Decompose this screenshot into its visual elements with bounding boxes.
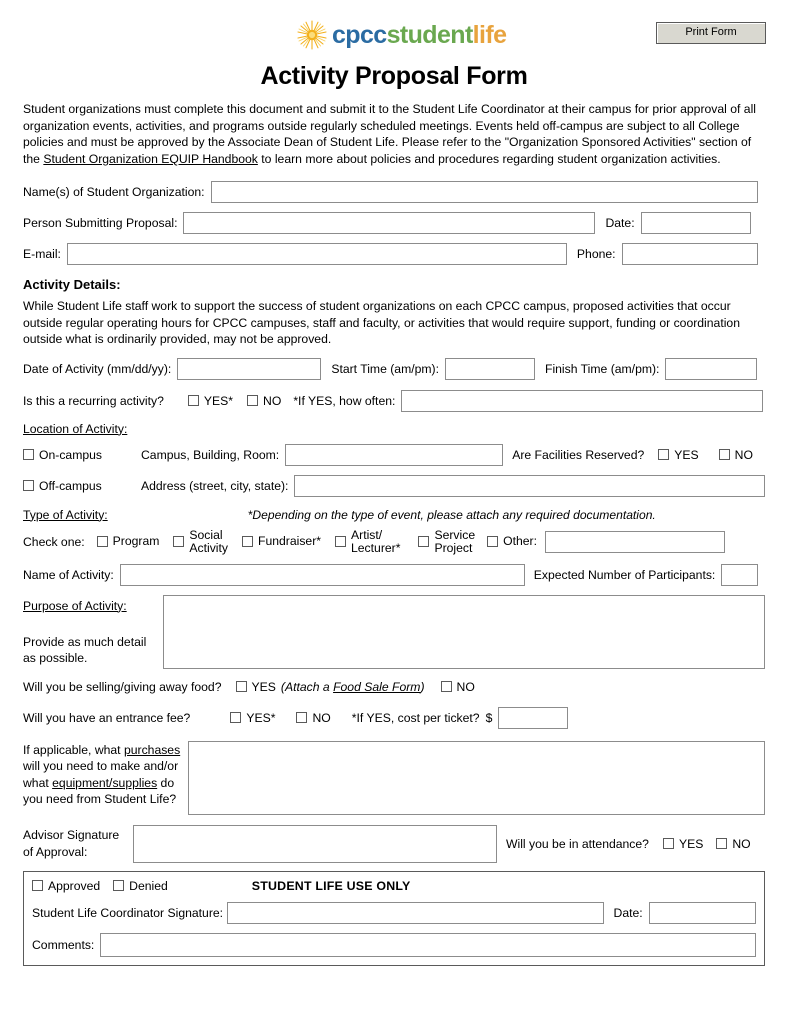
print-form-button[interactable]: Print Form [656,22,766,44]
on-campus-group[interactable] [23,448,141,462]
person-submitting-row [23,212,765,234]
entrance-fee-label: Will you have an entrance fee? [23,710,191,725]
purchases-line3-before: what [23,775,53,790]
off-campus-checkbox[interactable] [23,480,34,491]
recurring-no-group[interactable] [247,394,281,408]
recurring-yes-group[interactable] [188,394,233,408]
org-name-row [23,181,765,203]
purchases-line4: you need from Student Life? [23,792,177,807]
purchases-line1-before: If applicable, what [23,742,124,757]
food-note-after: ) [420,679,425,694]
on-campus-row [23,444,765,466]
service-project-label-line1: Service [434,527,476,542]
student-life-use-only-title: STUDENT LIFE USE ONLY [251,878,411,893]
off-campus-label: Off-campus [39,478,102,493]
start-time-label: Start Time (am/pm): [331,361,439,376]
purchases-textarea[interactable] [188,741,765,815]
sunburst-icon [297,20,327,50]
equipment-supplies-keyword: equipment/supplies [52,775,158,790]
start-time-input[interactable] [445,358,535,380]
email-phone-row [23,243,765,265]
name-of-activity-input[interactable] [120,564,525,586]
social-activity-checkbox[interactable] [173,536,184,547]
approval-status-row [32,879,756,893]
campus-building-room-label: Campus, Building, Room: [141,447,280,462]
social-activity-label-line2: Activity [189,540,228,555]
off-campus-row [23,475,765,497]
participants-input[interactable] [721,564,758,586]
artist-lecturer-checkbox[interactable] [335,536,346,547]
facilities-yes-label: YES [674,447,699,462]
type-option-social-activity[interactable] [173,529,228,555]
participants-label: Expected Number of Participants: [533,567,716,582]
approved-checkbox[interactable] [32,880,43,891]
purpose-of-activity-textarea[interactable] [163,595,765,669]
advisor-signature-label-line2: of Approval: [23,844,88,859]
fundraiser-label: Fundraiser* [258,534,321,549]
phone-label: Phone: [576,247,616,262]
service-project-checkbox[interactable] [418,536,429,547]
logo-text-life: life [472,20,507,49]
coordinator-date-label: Date: [613,905,643,920]
purpose-hint-line1: Provide as much detail [23,634,147,649]
facilities-yes-checkbox[interactable] [658,449,669,460]
coordinator-signature-row [32,902,756,924]
finish-time-input[interactable] [665,358,757,380]
service-project-label-line2: Project [434,540,473,555]
food-note-before: (Attach a [280,679,334,694]
attendance-yes-checkbox[interactable] [663,838,674,849]
email-input[interactable] [67,243,567,265]
intro-text-after: to learn more about policies and procedures regarding student organization activities. [257,151,721,166]
name-of-activity-row [23,564,765,586]
recurring-activity-row [23,390,765,412]
activity-details-paragraph: While Student Life staff work to support the success of student organizations on each CPCC campus, proposed activities that occur outside regular operating hours for CPCC campuses, staff and faculty, or activities that would require support, funding or coordination outside what is ordinarily provided, may not be approved. [23,299,740,347]
intro-paragraph [23,101,765,167]
facilities-yes-group[interactable] [658,448,698,462]
activity-datetime-row [23,358,765,380]
program-checkbox[interactable] [97,536,108,547]
social-activity-label-line1: Social [189,527,223,542]
currency-symbol: $ [485,710,493,725]
artist-lecturer-label-line2: Lecturer* [351,540,401,555]
date-of-activity-label: Date of Activity (mm/dd/yy): [23,361,172,376]
person-submitting-label: Person Submitting Proposal: [23,216,178,231]
recurring-yes-checkbox[interactable] [188,395,199,406]
name-of-activity-label: Name of Activity: [23,567,114,582]
entrance-fee-no-label: NO [312,710,331,725]
entrance-fee-yes-group[interactable] [230,711,275,725]
type-of-activity-header-row [23,508,765,522]
other-input[interactable] [545,531,725,553]
food-yes-group[interactable] [236,680,276,694]
advisor-signature-row [23,825,765,863]
food-sale-form-link[interactable]: Food Sale Form [333,679,421,694]
food-no-group[interactable] [441,680,475,694]
facilities-reserved-label: Are Facilities Reserved? [512,447,645,462]
attendance-yes-group[interactable] [663,837,703,851]
logo-text-cpcc: cpcc [332,20,387,49]
date-label: Date: [605,216,635,231]
facilities-no-label: NO [734,447,753,462]
approved-label: Approved [48,878,101,893]
email-label: E-mail: [23,247,61,262]
address-label: Address (street, city, state): [141,478,289,493]
advisor-signature-input[interactable] [133,825,497,863]
entrance-fee-yes-label: YES* [246,710,276,725]
food-no-checkbox[interactable] [441,681,452,692]
comments-input[interactable] [100,933,756,957]
how-often-label: *If YES, how often: [293,393,396,408]
student-life-use-only-box [23,871,765,966]
entrance-fee-row [23,707,765,729]
food-yes-label: YES [251,679,276,694]
recurring-yes-label: YES* [203,393,234,408]
facilities-no-checkbox[interactable] [719,449,730,460]
purchases-keyword: purchases [123,742,181,757]
purchases-line2: will you need to make and/or [23,759,179,774]
attendance-label: Will you be in attendance? [506,836,649,851]
location-of-activity-heading: Location of Activity: [23,421,128,436]
type-of-activity-note: *Depending on the type of event, please attach any required documentation. [247,507,656,522]
denied-group[interactable] [113,879,168,893]
campus-building-room-input[interactable] [285,444,503,466]
type-option-other[interactable] [487,535,537,548]
service-project-label [434,529,475,555]
logo-text-student: student [386,20,473,49]
purpose-hint-line2: as possible. [23,651,88,666]
date-of-activity-input[interactable] [177,358,321,380]
food-yes-checkbox[interactable] [236,681,247,692]
cpcc-student-life-logo [297,18,506,52]
finish-time-label: Finish Time (am/pm): [545,361,660,376]
social-activity-label [189,529,228,555]
equip-handbook-link[interactable]: Student Organization EQUIP Handbook [43,151,258,166]
purchases-row [23,741,765,815]
facilities-no-group[interactable] [719,448,753,462]
fundraiser-checkbox[interactable] [242,536,253,547]
attendance-no-checkbox[interactable] [716,838,727,849]
attendance-yes-label: YES [678,836,704,851]
approved-group[interactable] [32,879,100,893]
intro-text-before: Student organizations must complete this document and submit it to the Student Life Coordinator at their campus for prior approval of all organization events, activities, and programs outside regularly scheduled meetings. Events held off-campus are subject to all College policies and must be approved by the Associate Dean of Student Life. Please refer to the "Organization Sponsored Activities" section of the [23,102,756,166]
person-submitting-input[interactable] [183,212,595,234]
denied-checkbox[interactable] [113,880,124,891]
comments-label: Comments: [32,937,95,952]
attendance-no-group[interactable] [716,837,750,851]
page-header [0,0,788,62]
recurring-no-checkbox[interactable] [247,395,258,406]
date-input[interactable] [641,212,751,234]
how-often-input[interactable] [401,390,763,412]
on-campus-checkbox[interactable] [23,449,34,460]
advisor-signature-label-line1: Advisor Signature [23,828,120,843]
entrance-fee-no-group[interactable] [296,711,330,725]
program-label: Program [112,534,160,549]
off-campus-group[interactable] [23,479,141,493]
artist-lecturer-label-line1: Artist/ [351,527,383,542]
recurring-activity-label: Is this a recurring activity? [23,393,164,408]
recurring-no-label: NO [263,393,282,408]
denied-label: Denied [129,878,168,893]
phone-input[interactable] [622,243,758,265]
type-option-program[interactable] [97,535,160,548]
type-option-artist-lecturer[interactable] [335,529,400,555]
type-option-service-project[interactable] [418,529,475,555]
other-checkbox[interactable] [487,536,498,547]
type-of-activity-heading: Type of Activity: [23,507,108,522]
page-title: Activity Proposal Form [260,62,528,90]
artist-lecturer-label [351,529,400,555]
on-campus-label: On-campus [39,447,102,462]
address-input[interactable] [294,475,765,497]
coordinator-signature-label: Student Life Coordinator Signature: [32,905,224,920]
purchases-line3-after: do [157,775,175,790]
comments-row [32,933,756,957]
cost-per-ticket-input[interactable] [498,707,568,729]
activity-details-heading: Activity Details: [23,277,121,293]
food-no-label: NO [456,679,475,694]
org-name-input[interactable] [211,181,758,203]
purpose-of-activity-heading: Purpose of Activity: [23,598,127,613]
other-label: Other: [503,534,537,549]
entrance-fee-no-checkbox[interactable] [296,712,307,723]
food-sale-note [281,680,425,694]
entrance-fee-yes-checkbox[interactable] [230,712,241,723]
coordinator-date-input[interactable] [649,902,756,924]
attendance-no-label: NO [732,836,751,851]
check-one-row [23,529,765,555]
purchases-line3 [23,775,188,792]
type-option-fundraiser[interactable] [242,535,321,548]
purpose-of-activity-row [23,595,765,669]
food-label: Will you be selling/giving away food? [23,679,222,694]
coordinator-signature-input[interactable] [227,902,603,924]
org-name-label: Name(s) of Student Organization: [23,185,205,200]
purchases-line1 [23,742,188,759]
cost-per-ticket-label: *If YES, cost per ticket? [351,710,480,725]
food-row [23,680,765,694]
check-one-label: Check one: [23,534,85,549]
